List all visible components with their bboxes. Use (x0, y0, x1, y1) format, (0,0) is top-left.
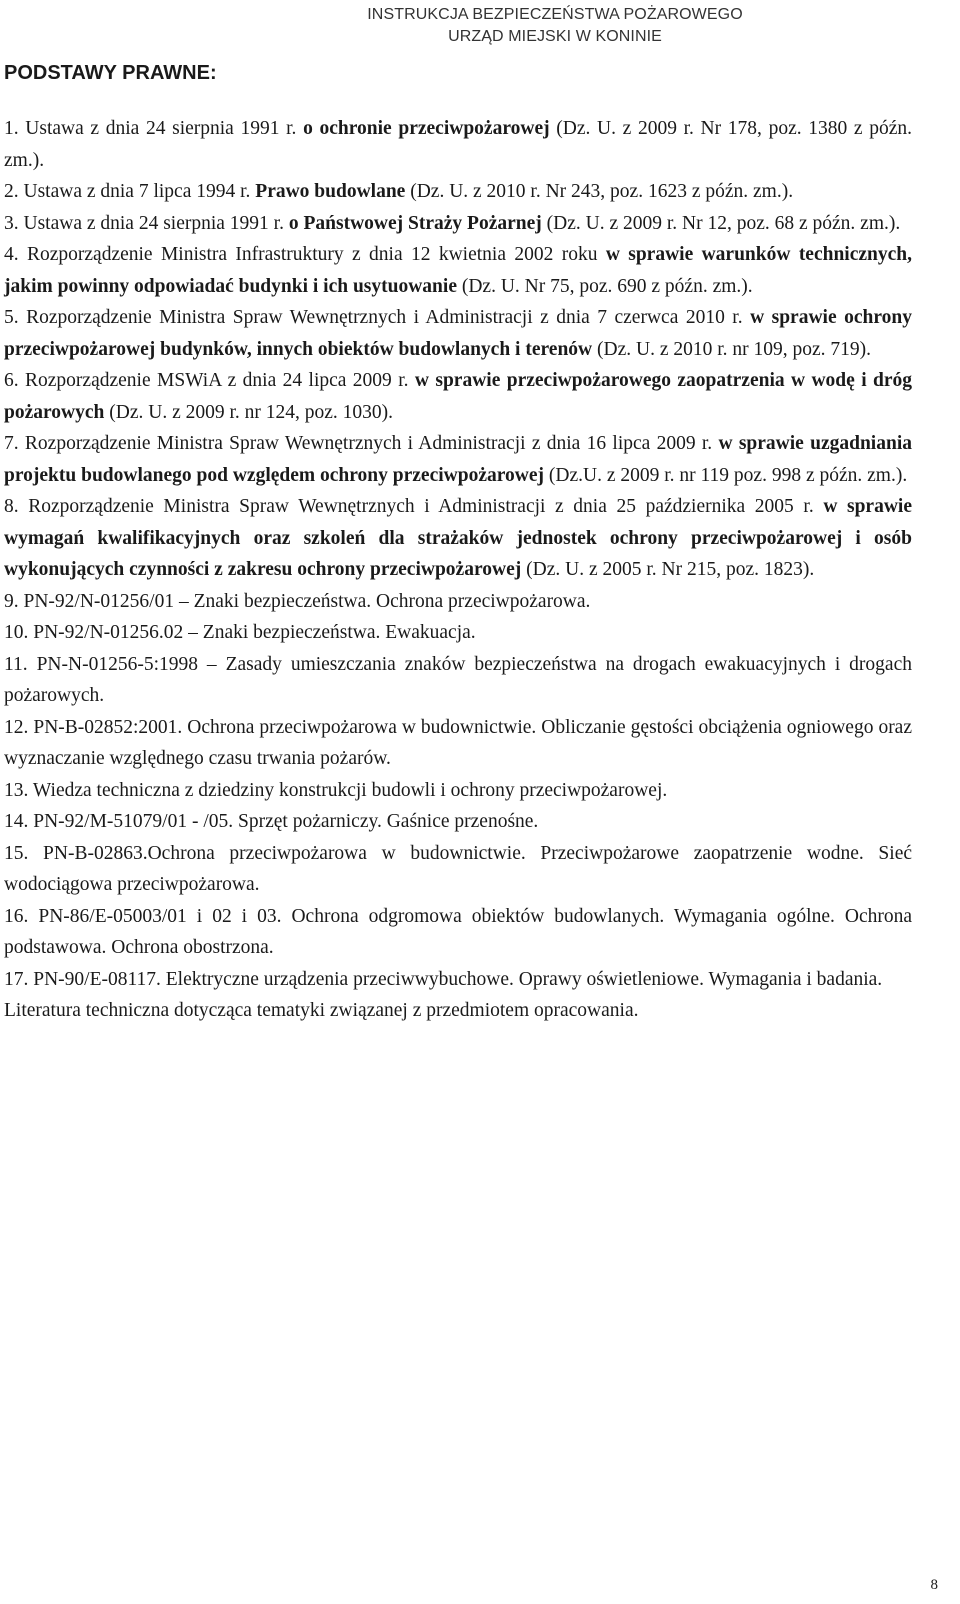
list-item: 1. Ustawa z dnia 24 sierpnia 1991 r. o ochronie przeciwpożarowej (Dz. U. z 2009 r. Nr 178, poz. 1380 z późn. zm.). (4, 118, 912, 171)
list-item: 16. PN-86/E-05003/01 i 02 i 03. Ochrona odgromowa obiektów budowlanych. Wymagania ogólne. Ochrona podstawowa. Ochrona obostrzona. (4, 905, 912, 958)
list-item: 6. Rozporządzenie MSWiA z dnia 24 lipca 2009 r. w sprawie przeciwpożarowego zaopatrzenia w wodę i dróg pożarowych (Dz. U. z 2009 r. nr 124, poz. 1030). (4, 370, 913, 423)
section-title: PODSTAWY PRAWNE: (4, 62, 217, 84)
header-title: INSTRUKCJA BEZPIECZEŃSTWA POŻAROWEGO (367, 6, 743, 23)
list-item: 15. PN-B-02863.Ochrona przeciwpożarowa w budownictwie. Przeciwpożarowe zaopatrzenie wodne. Sieć wodociągowa przeciwpożarowa. (4, 842, 912, 895)
list-item: 17. PN-90/E-08117. Elektryczne urządzenia przeciwwybuchowe. Oprawy oświetleniowe. Wymagania i badania. (4, 968, 883, 990)
list-item: 4. Rozporządzenie Ministra Infrastruktury z dnia 12 kwietnia 2002 roku w sprawie warunków technicznych, jakim powinny odpowiadać budynki i ich usytuowanie (Dz. U. Nr 75, poz. 690 z późn. zm.). (4, 244, 913, 297)
page-number: 8 (930, 1577, 938, 1593)
document-header (0, 4, 960, 48)
list-item: 13. Wiedza techniczna z dziedziny konstrukcji budowli i ochrony przeciwpożarowej. (4, 779, 668, 801)
list-item: 12. PN-B-02852:2001. Ochrona przeciwpożarowa w budownictwie. Obliczanie gęstości obciążenia ogniowego oraz wyznaczanie względnego czasu trwania pożarów. (4, 716, 912, 769)
legal-basis-list (4, 113, 912, 1027)
header-subtitle: URZĄD MIEJSKI W KONINIE (448, 28, 662, 45)
list-item: 3. Ustawa z dnia 24 sierpnia 1991 r. o Państwowej Straży Pożarnej (Dz. U. z 2009 r. Nr 12, poz. 68 z późn. zm.). (4, 212, 901, 234)
list-item: 9. PN-92/N-01256/01 – Znaki bezpieczeństwa. Ochrona przeciwpożarowa. (4, 590, 591, 612)
list-item: 10. PN-92/N-01256.02 – Znaki bezpieczeństwa. Ewakuacja. (4, 622, 476, 643)
list-item: 8. Rozporządzenie Ministra Spraw Wewnętrznych i Administracji z dnia 25 października 2005 r. w sprawie wymagań kwalifikacyjnych oraz szkoleń dla strażaków jednostek ochrony przeciwpożarowej i osób wykonujących czynności z zakresu ochrony przeciwpożarowej (Dz. U. z 2005 r. Nr 215, poz. 1823). (4, 496, 912, 580)
list-item: 2. Ustawa z dnia 7 lipca 1994 r. Prawo budowlane (Dz. U. z 2010 r. Nr 243, poz. 1623 z późn. zm.). (4, 181, 794, 202)
list-item: 11. PN-N-01256-5:1998 – Zasady umieszczania znaków bezpieczeństwa na drogach ewakuacyjnych i drogach pożarowych. (4, 653, 912, 706)
list-item: 5. Rozporządzenie Ministra Spraw Wewnętrznych i Administracji z dnia 7 czerwca 2010 r. w sprawie ochrony przeciwpożarowej budynków, innych obiektów budowlanych i terenów (Dz. U. z 2010 r. nr 109, poz. 719). (4, 307, 912, 360)
closing-note: Literatura techniczna dotycząca tematyki związanej z przedmiotem opracowania. (4, 1000, 639, 1021)
list-item: 7. Rozporządzenie Ministra Spraw Wewnętrznych i Administracji z dnia 16 lipca 2009 r. w sprawie uzgadniania projektu budowlanego pod względem ochrony przeciwpożarowej (Dz.U. z 2009 r. nr 119 poz. 998 z późn. zm.). (4, 433, 912, 486)
list-item: 14. PN-92/M-51079/01 - /05. Sprzęt pożarniczy. Gaśnice przenośne. (4, 811, 539, 832)
